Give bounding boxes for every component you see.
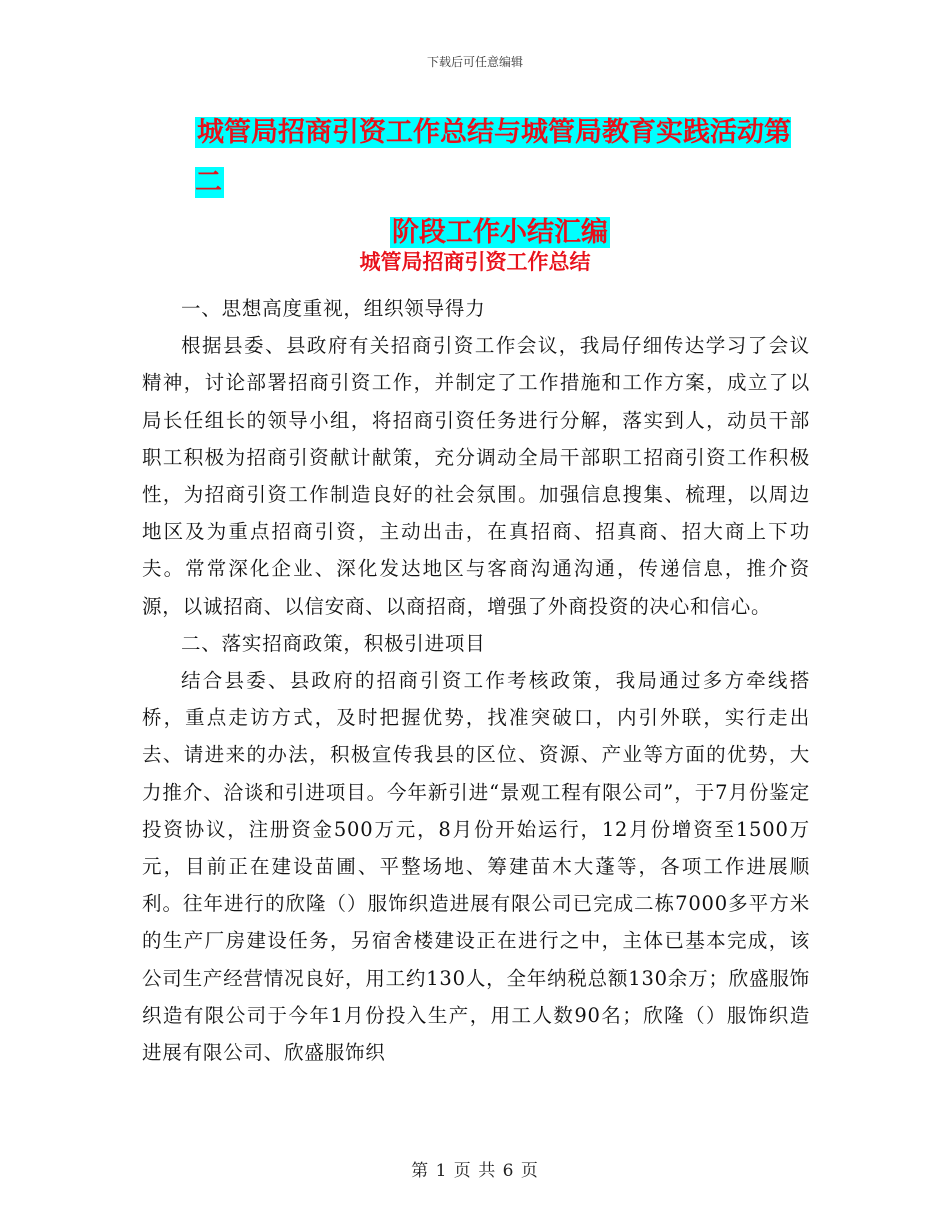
section-heading-2: 二、落实招商政策，积极引进项目 <box>181 631 486 655</box>
page-header-note: 下载后可任意编辑 <box>426 55 523 69</box>
document-title <box>195 108 805 258</box>
section-1-paragraph: 根据县委、县政府有关招商引资工作会议，我局仔细传达学习了会议精神，讨论部署招商引资工作，并制定了工作措施和工作方案，成立了以局长任组长的领导小组，将招商引资任务进行分解，落实到人，动员干部职工积极为招商引资献计献策，充分调动全局干部职工招商引资工作积极性，为招商引资工作制造良好的社会氛围。加强信息搜集、梳理，以周边地区及为重点招商引资，主动出击，在真招商、招真商、招大商上下功夫。常常深化企业、深化发达地区与客商沟通沟通，传递信息，推介资源，以诚招商、以信安商、以商招商，增强了外商投资的决心和信心。 <box>142 334 810 618</box>
page-footer: 第 1 页 共 6 页 <box>411 1161 539 1181</box>
section-heading-1: 一、思想高度重视，组织领导得力 <box>181 297 486 320</box>
document-body <box>142 290 810 1071</box>
title-line-2-text: 阶段工作小结汇编 <box>392 217 608 248</box>
section-2-paragraph: 结合县委、县政府的招商引资工作考核政策，我局通过多方牵线搭桥，重点走访方式，及时把握优势，找准突破口，内引外联，实行走出去、请进来的办法，积极宣传我县的区位、资源、产业等方面的优势，大力推介、洽谈和引进项目。今年新引进“景观工程有限公司”，于7月份鉴定投资协议，注册资金500万元，8月份开始运行，12月份增资至1500万元，目前正在建设苗圃、平整场地、筹建苗木大蓬等，各项工作进展顺利。往年进行的欣隆（）服饰织造进展有限公司已完成二栋7000多平方米的生产厂房建设任务，另宿舍楼建设正在进行之中，主体已基本完成，该公司生产经营情况良好，用工约130人，全年纳税总额130余万；欣盛服饰织造有限公司于今年1月份投入生产，用工人数90名；欣隆（）服饰织造进展有限公司、欣盛服饰织 <box>142 669 810 1065</box>
title-line-1 <box>195 108 805 208</box>
document-subtitle: 城管局招商引资工作总结 <box>359 250 591 274</box>
title-line-1-text: 城管局招商引资工作总结与城管局教育实践活动第二 <box>195 117 791 198</box>
